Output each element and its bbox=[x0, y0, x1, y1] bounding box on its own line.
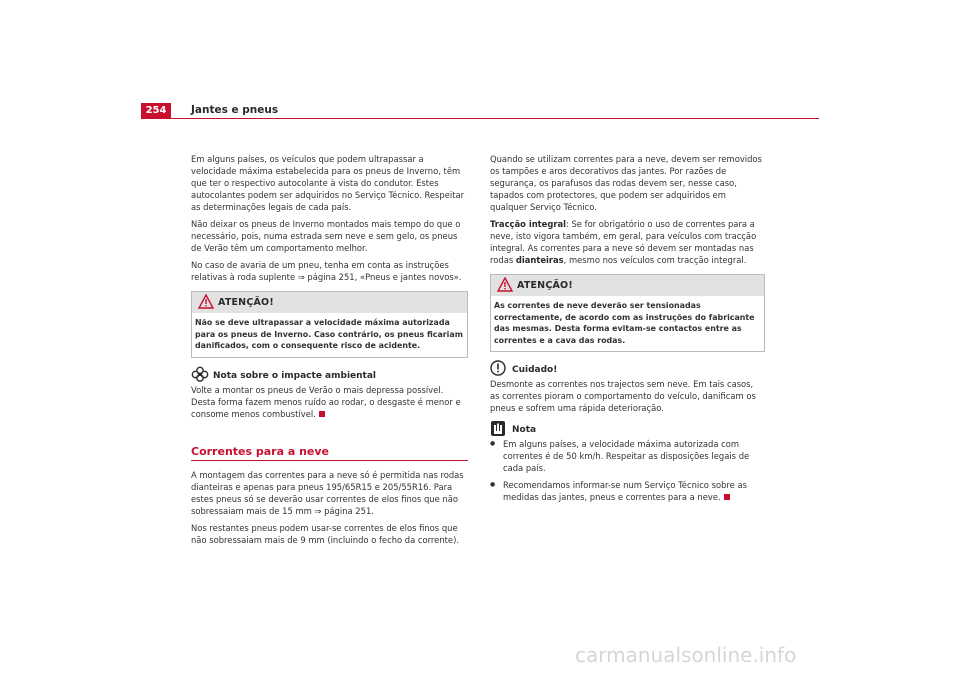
paragraph: Em alguns países, os veículos que podem ultrapassar a velocidade máxima estabelecida para os pneus de Inverno, têm que ter o respectivo autocolante à vista do condutor. Estes autocolantes podem ser adquiridos no Serviço Técnico. Respeitar as determinações legais de cada país. bbox=[191, 154, 465, 212]
flower-icon bbox=[191, 366, 209, 384]
left-column bbox=[191, 153, 468, 551]
paragraph: A montagem das correntes para a neve só é permitida nas rodas dianteiras e apenas para pneus 195/65R15 e 205/55R16. Para estes pneus só se deverão usar correntes de elos finos que não sobressaiam mais de 15 mm ⇒ página 251. bbox=[191, 469, 464, 516]
warning-title: ATENÇÃO! bbox=[218, 297, 274, 308]
warning-triangle-icon bbox=[198, 294, 214, 309]
chapter-title: Jantes e pneus bbox=[191, 104, 279, 116]
environment-note-body: Volte a montar os pneus de Verão o mais depressa possível. Desta forma fazem menos ruído ao rodar, o desgaste é menor e consome menos combustível. bbox=[191, 384, 461, 419]
page-header bbox=[141, 103, 819, 119]
list-item: ● Em alguns países, a velocidade máxima autorizada com correntes é de 50 km/h. Respeitar as disposições legais de cada país. bbox=[490, 438, 765, 474]
paragraph: Nos restantes pneus podem usar-se correntes de elos finos que não sobressaiam mais de 9 mm (incluindo o fecho da corrente). bbox=[191, 522, 460, 545]
header-rule bbox=[171, 118, 819, 119]
end-marker bbox=[724, 494, 730, 500]
section-rule bbox=[191, 460, 468, 461]
warning-header bbox=[491, 275, 764, 296]
warning-triangle-icon bbox=[497, 277, 513, 292]
end-marker bbox=[319, 411, 325, 417]
caution-header bbox=[490, 360, 765, 378]
traction-text-b: , mesmo nos veículos com tracção integral. bbox=[563, 255, 747, 265]
page-number: 254 bbox=[141, 103, 171, 119]
warning-text: Não se deve ultrapassar a velocidade máxima autorizada para os pneus de Inverno. Caso contrário, os pneus ficariam danificados, com o consequente risco de acidente. bbox=[195, 318, 463, 350]
watermark: carmanualsonline.info bbox=[575, 643, 797, 667]
paragraph-traction bbox=[490, 218, 765, 266]
traction-text-a: : Se for obrigatório o uso de correntes para a neve, isto vigora também, em geral, para veículos com tracção integral. As correntes para a neve só devem ser montadas nas rodas bbox=[490, 219, 757, 265]
traction-bold: dianteiras bbox=[515, 255, 564, 265]
section-title: Correntes para a neve bbox=[191, 444, 330, 458]
list-item-text: Recomendamos informar-se num Serviço Técnico sobre as medidas das jantes, pneus e correntes para a neve. bbox=[503, 480, 747, 502]
warning-header bbox=[192, 292, 467, 313]
note-hand-icon bbox=[490, 420, 506, 437]
traction-label: Tracção integral bbox=[490, 219, 566, 229]
right-column bbox=[490, 153, 765, 508]
caution-title: Cuidado! bbox=[512, 365, 558, 375]
list-item bbox=[490, 479, 765, 503]
environment-note-text bbox=[191, 384, 468, 420]
note-header bbox=[490, 420, 765, 438]
environment-note-header bbox=[191, 366, 468, 384]
paragraph: Quando se utilizam correntes para a neve, devem ser removidos os tampões e aros decorativos das jantes. Por razões de segurança, os parafusos das rodas devem ser, nesse caso, tapados com protectores, que podem ser adquiridos em qualquer Serviço Técnico. bbox=[490, 154, 762, 212]
environment-note-title: Nota sobre o impacte ambiental bbox=[213, 370, 377, 381]
warning-box bbox=[191, 291, 468, 358]
warning-text: As correntes de neve deverão ser tensionadas correctamente, de acordo com as instruções do fabricante das mesmas. Desta forma evitam-se contactos entre as correntes e a cava das rodas. bbox=[494, 301, 755, 345]
warning-box bbox=[490, 274, 765, 352]
paragraph: No caso de avaria de um pneu, tenha em conta as instruções relativas à roda suplente ⇒ página 251, «Pneus e jantes novos». bbox=[191, 260, 462, 282]
caution-text: Desmonte as correntes nos trajectos sem neve. Em tais casos, as correntes pioram o comportamento do veículo, danificam os pneus e sofrem uma rápida deterioração. bbox=[490, 379, 756, 413]
exclamation-circle-icon bbox=[490, 360, 506, 376]
warning-title: ATENÇÃO! bbox=[517, 280, 573, 291]
note-title: Nota bbox=[512, 425, 537, 435]
paragraph: Não deixar os pneus de Inverno montados mais tempo do que o necessário, pois, numa estrada sem neve e sem gelo, os pneus de Verão têm um comportamento melhor. bbox=[191, 219, 461, 253]
